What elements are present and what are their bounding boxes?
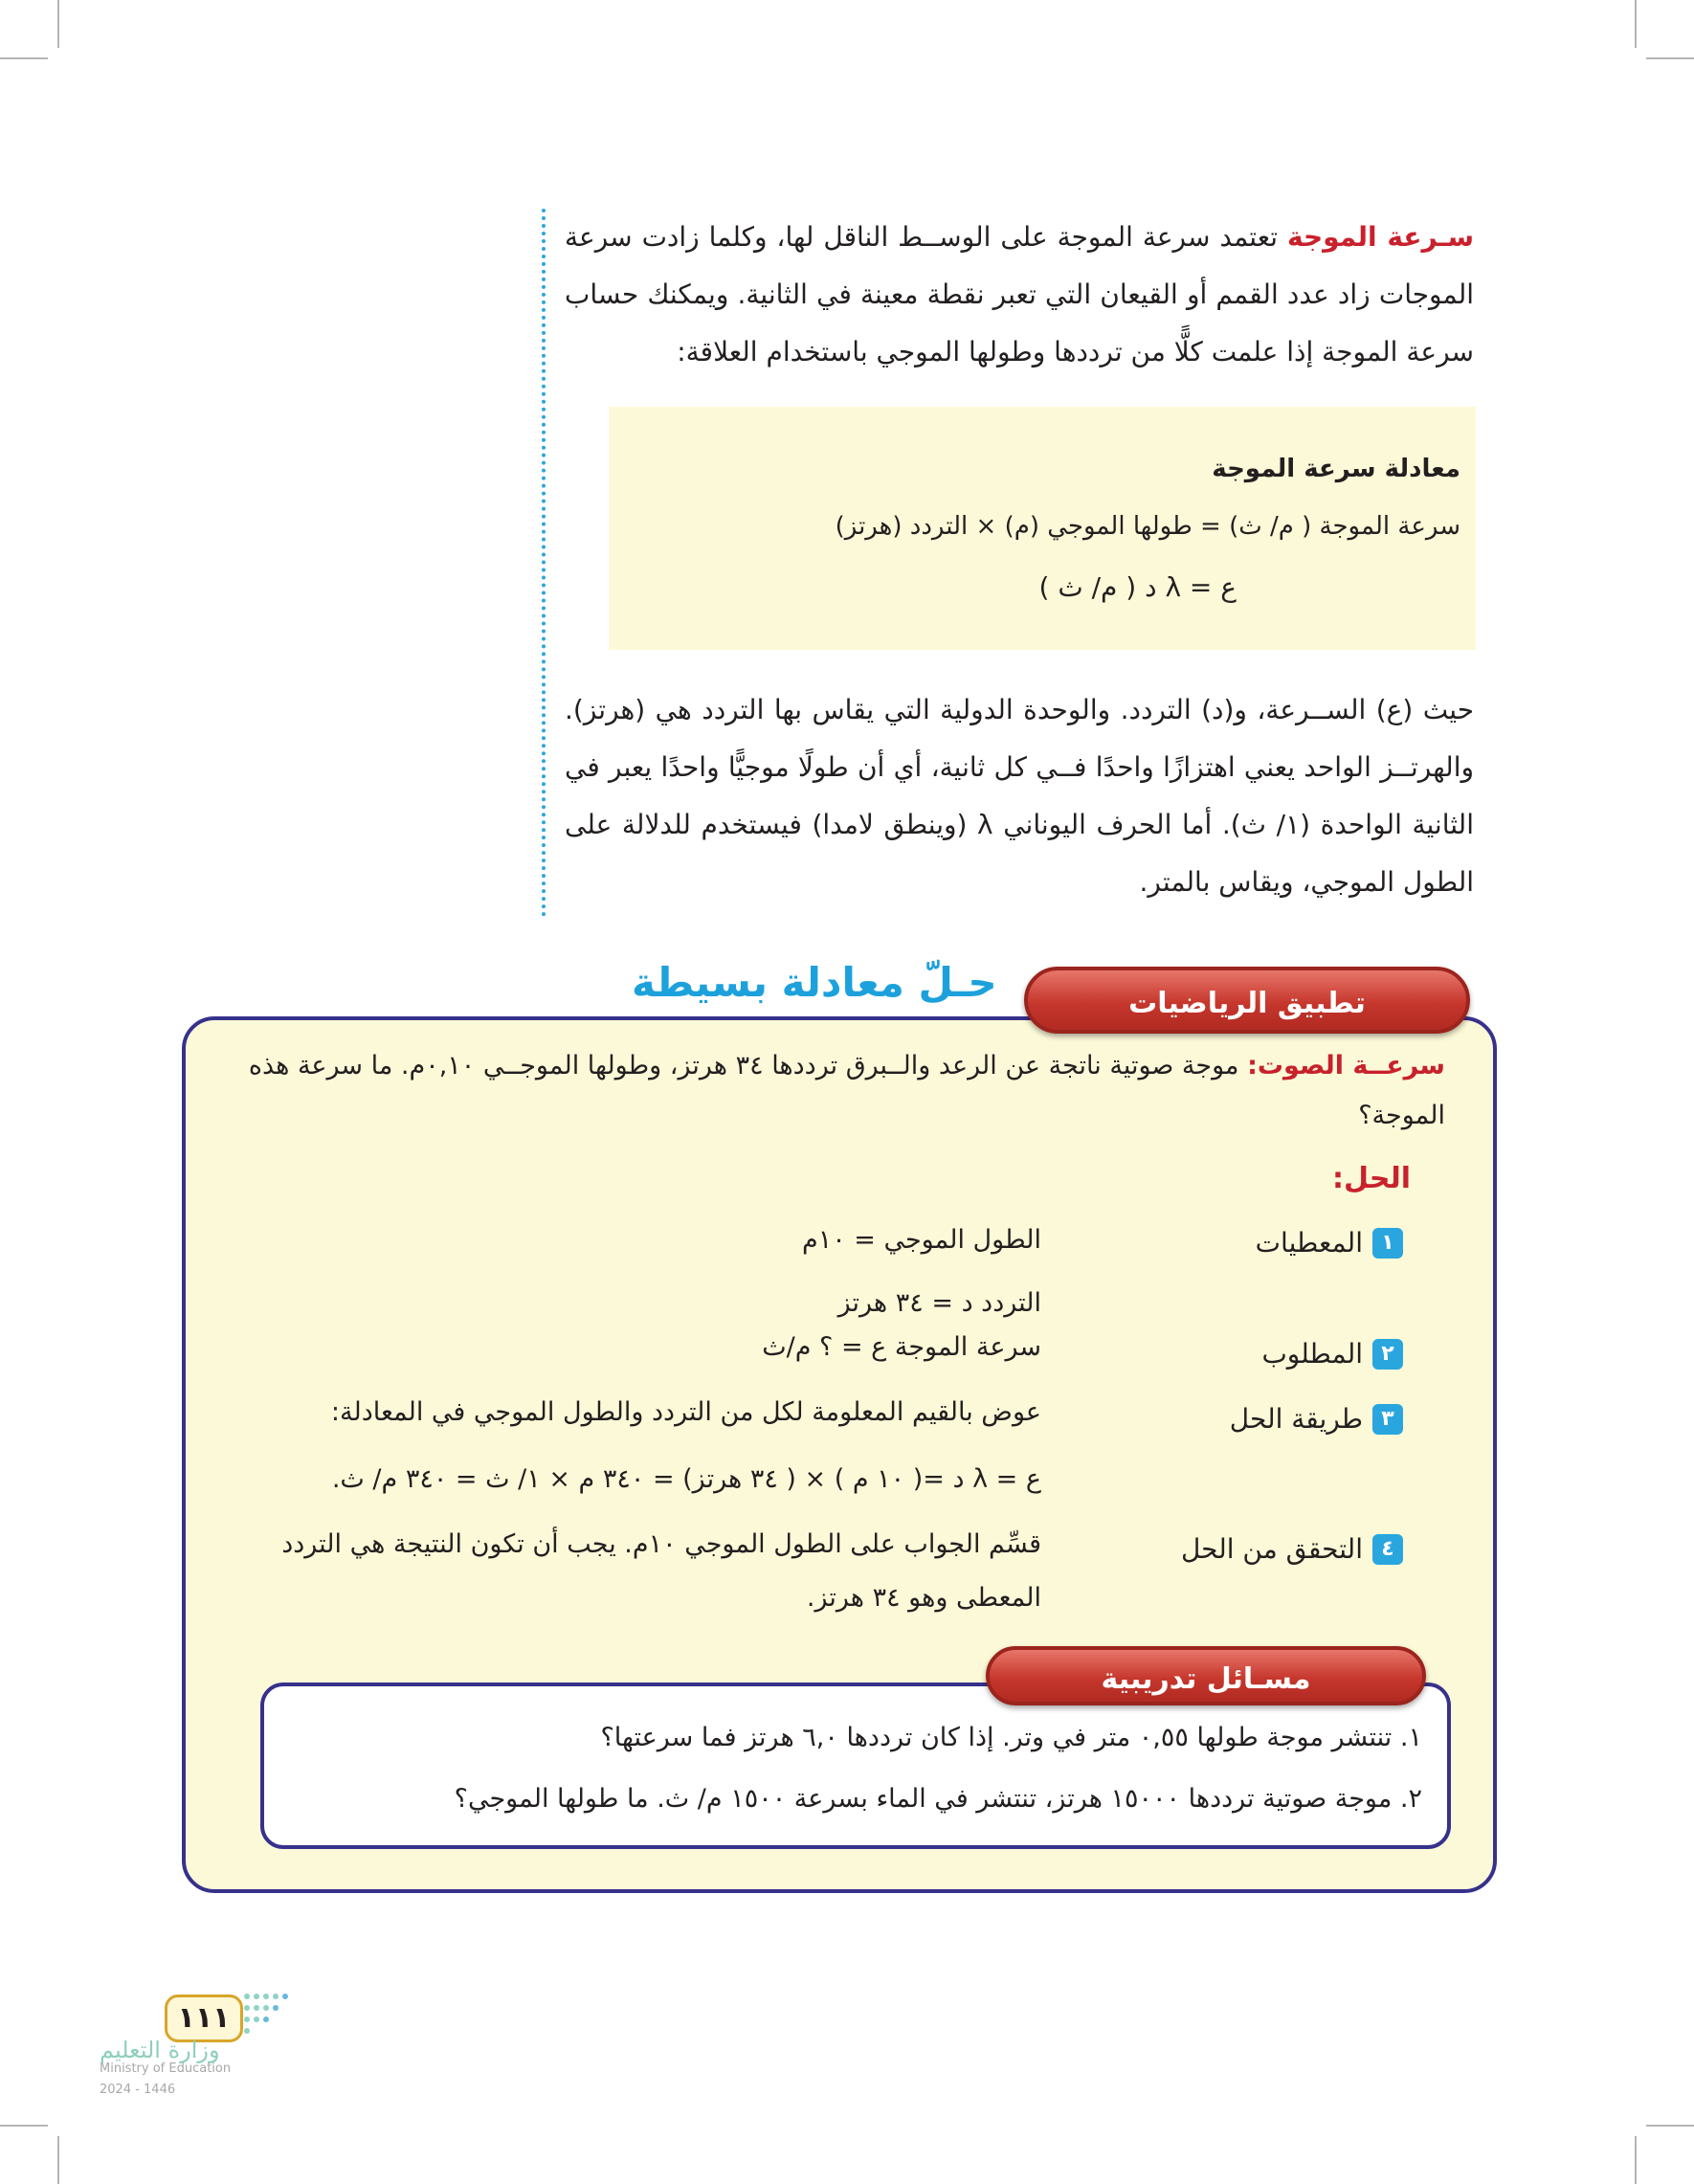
intro-paragraph bbox=[565, 209, 1474, 381]
ministry-dots-icon bbox=[239, 1989, 316, 2037]
required-speed: سرعة الموجة ع = ؟ م/ث bbox=[762, 1332, 1041, 1362]
step-label: المعطيات bbox=[1255, 1227, 1363, 1259]
math-application-label: تطبيق الرياضيات bbox=[1024, 967, 1470, 1034]
practice-question-2: ٢. موجة صوتية ترددها ١٥٠٠٠ هرتز، تنتشر في الماء بسرعة ١٥٠٠ م/ ث. ما طولها الموجي؟ bbox=[454, 1784, 1422, 1814]
equation-words: سرعة الموجة ( م/ ث) = طولها الموجي (م) × التردد (هرتز) bbox=[835, 512, 1460, 541]
step-label: التحقق من الحل bbox=[1180, 1533, 1363, 1565]
page-number: ١١١ bbox=[165, 1995, 243, 2042]
given-frequency: التردد د = ٣٤ هرتز bbox=[837, 1288, 1041, 1318]
equation-symbols: ع = λ د ( م/ ث ) bbox=[1038, 571, 1237, 603]
crop-mark bbox=[1635, 2136, 1637, 2184]
crop-mark bbox=[0, 2125, 48, 2127]
step-number: ١ bbox=[1372, 1228, 1403, 1259]
crop-mark bbox=[57, 2136, 59, 2184]
solution-label: الحل: bbox=[1332, 1162, 1411, 1195]
step-number: ٣ bbox=[1372, 1404, 1403, 1435]
method-calculation: ع = λ د =( ١٠ م ) × ( ٣٤ هرتز) = ٣٤٠ م × ١/ ث = ٣٤٠ م/ ث. bbox=[331, 1464, 1041, 1494]
equation-box bbox=[609, 407, 1476, 650]
ministry-logo-english: Ministry of Education bbox=[100, 2061, 232, 2076]
step-given bbox=[1256, 1227, 1403, 1259]
given-wavelength: الطول الموجي = ١٠م bbox=[801, 1225, 1041, 1255]
check-line-2: المعطى وهو ٣٤ هرتز. bbox=[806, 1583, 1041, 1613]
step-check bbox=[1181, 1533, 1403, 1565]
definitions-paragraph: حيث (ع) الســرعة، و(د) التردد. والوحدة الدولية التي يقاس بها التردد هي (هرتز). والهرتــز الواحد يعني اهتزازًا واحدًا فــي كل ثانية، أي أن طولًا موجيًّا واحدًا يعبر في الثانية الواحدة (١/ ث). أما الحرف اليوناني λ (وينطق لامدا) فيستخدم للدلالة على الطول الموجي، ويقاس بالمتر. bbox=[565, 694, 1474, 898]
step-label: طريقة الحل bbox=[1229, 1403, 1363, 1435]
method-instruction: عوض بالقيم المعلومة لكل من التردد والطول الموجي في المعادلة: bbox=[330, 1397, 1041, 1427]
section-title: حـلّ معادلة بسيطة bbox=[632, 959, 997, 1006]
practice-problems-label: مسـائل تدريبية bbox=[986, 1646, 1426, 1705]
step-required bbox=[1261, 1338, 1403, 1370]
practice-question-1: ١. تنتشر موجة طولها ٠,٥٥ متر في وتر. إذا كان ترددها ٦,٠ هرتز فما سرعتها؟ bbox=[600, 1723, 1422, 1752]
crop-mark bbox=[57, 0, 59, 48]
step-number: ٤ bbox=[1372, 1534, 1403, 1565]
crop-mark bbox=[1646, 57, 1694, 59]
intro-text: تعتمد سرعة الموجة على الوســط الناقل لها، وكلما زادت سرعة الموجات زاد عدد القمم أو القيعان التي تعبر نقطة معينة في الثانية. ويمكنك حساب سرعة الموجة إذا علمت كلًّا من ترددها وطولها الموجي باستخدام العلاقة: bbox=[565, 221, 1474, 368]
step-number: ٢ bbox=[1372, 1339, 1403, 1370]
check-line-1: قسِّم الجواب على الطول الموجي ١٠م. يجب أن تكون النتيجة هي التردد bbox=[281, 1529, 1041, 1559]
edition-year: 2024 - 1446 bbox=[100, 2083, 176, 2097]
crop-mark bbox=[1646, 2125, 1694, 2127]
crop-mark bbox=[0, 57, 48, 59]
step-method bbox=[1230, 1403, 1403, 1435]
wave-speed-keyword: سـرعة الموجة bbox=[1286, 221, 1474, 253]
problem-text: موجة صوتية ناتجة عن الرعد والــبرق ترددها ٣٤ هرتز، وطولها الموجــي ٠,١٠م. ما سرعة هذه الموجة؟ bbox=[248, 1051, 1445, 1130]
crop-mark bbox=[1635, 0, 1637, 48]
step-label: المطلوب bbox=[1261, 1338, 1363, 1370]
problem-statement bbox=[230, 1041, 1445, 1141]
ministry-logo-arabic: وزارة التعليم bbox=[100, 2037, 220, 2063]
dotted-margin-line bbox=[542, 209, 546, 917]
problem-keyword: سرعــة الصوت: bbox=[1247, 1051, 1445, 1081]
equation-title: معادلة سرعة الموجة bbox=[1212, 455, 1460, 483]
